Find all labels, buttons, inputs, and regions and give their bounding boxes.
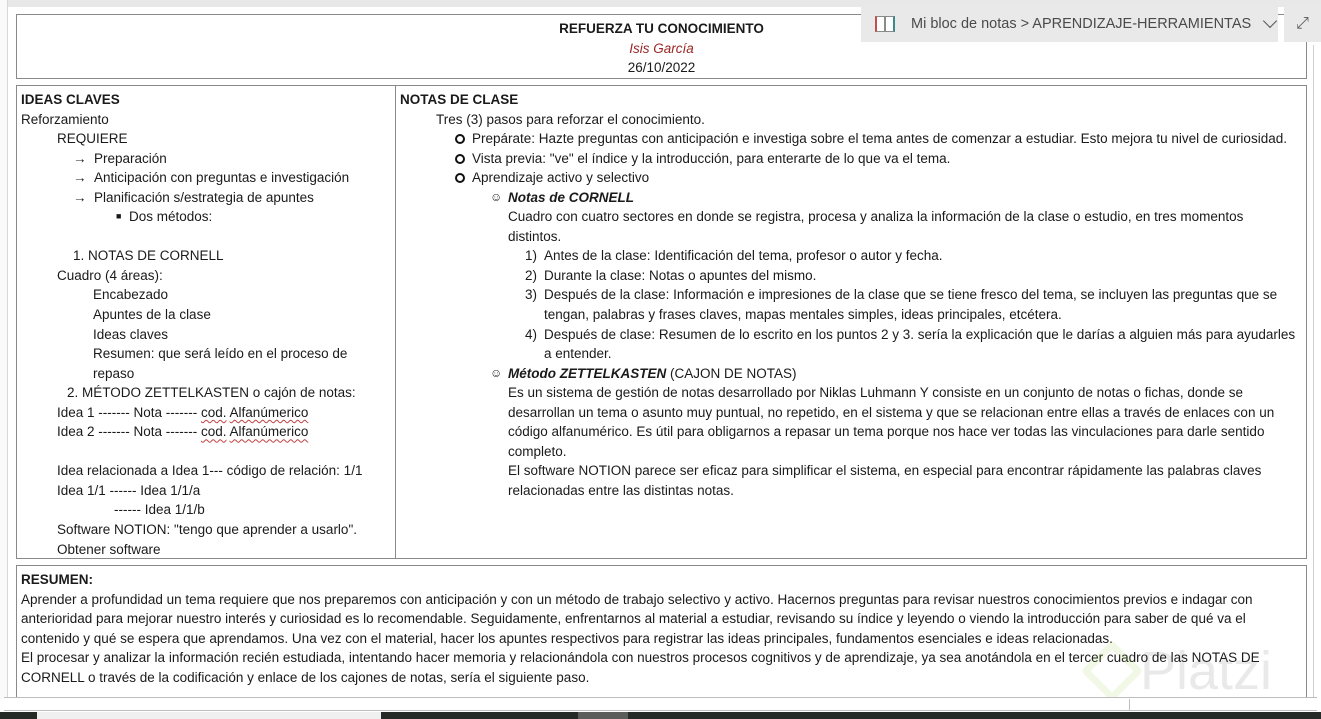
area-item: Apuntes de la clase: [93, 307, 211, 323]
idea-line: Idea 1 ------- Nota ------- cod. Alfanúmerico: [57, 404, 309, 420]
cuadro-label: Cuadro (4 áreas):: [57, 267, 163, 283]
arrow-icon: →: [73, 189, 87, 205]
idea-1-1b: ------ Idea 1/1/b: [114, 502, 205, 518]
cornell-step: 3) Después de la clase: Información e impresiones de la clase que se tiene fresco del tema, se incluyen las preguntas que se tengan, palabras y frases claves, mapas mentales simples, ideas principales, etcétera.: [525, 287, 1278, 323]
chevron-down-icon[interactable]: [1263, 14, 1277, 28]
summary-box[interactable]: [16, 565, 1307, 700]
arrow-icon: →: [73, 150, 87, 166]
bullet-item: Prepárate: Hazte preguntas con anticipación e investiga sobre el tema antes de comenzar a estudiar. Esto mejora tu nivel de curiosidad.: [400, 129, 1306, 149]
cornell-desc: Cuadro con cuatro sectores en donde se registra, procesa y analiza la información de la clase o estudio, en tres momentos distintos.: [508, 209, 1244, 244]
scrollbar-thumb[interactable]: [8, 699, 1130, 710]
vertical-scrollbar[interactable]: [1313, 45, 1321, 700]
notebook-breadcrumb[interactable]: [861, 6, 1278, 42]
cornell-step: 2) Durante la clase: Notas o apuntes del mismo.: [525, 267, 817, 283]
taskbar-item[interactable]: [578, 712, 628, 719]
notebook-icon: [875, 16, 897, 33]
expand-icon: ⤢: [1296, 15, 1309, 32]
horizontal-scrollbar[interactable]: [4, 697, 1317, 711]
arrow-icon: →: [73, 170, 87, 186]
arrow-item: → Planificación s/estrategia de apuntes: [21, 188, 395, 208]
breadcrumb-path: Mi bloc de notas > APRENDIZAJE-HERRAMIENTAS: [911, 16, 1252, 32]
idea-1-1a: Idea 1/1 ------ Idea 1/1/a: [57, 482, 201, 498]
square-bullet-icon: ■: [116, 211, 122, 222]
ideas-requires: REQUIERE: [57, 131, 128, 147]
bullet-item: Aprendizaje activo y selectivo: [400, 168, 1306, 188]
area-item: Resumen: que será leído en el proceso de: [93, 346, 348, 362]
circle-bullet-icon: [455, 149, 472, 169]
notes-column[interactable]: [396, 86, 1306, 558]
cornell-step: 4) Después de clase: Resumen de lo escrito en los puntos 2 y 3. sería la explicación que le darías a alguien más para ayudarles a entender.: [525, 326, 1296, 362]
page-title: REFUERZA TU CONOCIMIENTO: [559, 21, 764, 36]
left-gutter: [0, 0, 8, 700]
zettel-desc: Es un sistema de gestión de notas desarrollado por Niklas Luhmann Y consiste en un conjunto de notas o fichas, donde se desarrollan un tema o asunto muy puntual, no repetido, en el sistema y que se relacionan entre ellas a través de enlaces con un código alfanumérico. Es útil para obligarnos a repasar un tema porque nos hace ver todas las vinculaciones para darle sentido completo.: [508, 385, 1275, 459]
ideas-heading: IDEAS CLAVES: [21, 92, 120, 107]
ideas-column[interactable]: [17, 86, 396, 558]
circle-bullet-icon: [455, 129, 472, 149]
cornell-title-row: [400, 188, 1306, 208]
cornell-step: 1) Antes de la clase: Identificación del tema, profesor o autor y fecha.: [525, 248, 943, 264]
notes-table: [16, 85, 1307, 559]
area-item: Encabezado: [93, 287, 169, 303]
bullet-item: Vista previa: "ve" el índice y la introducción, para enterarte de lo que va el tema.: [400, 149, 1306, 169]
zettel-notion: El software NOTION parece ser eficaz para simplificar el sistema, en especial para encontrar rápidamente las palabras claves relacionadas entre las distintas notas.: [508, 463, 1262, 498]
obtain-software: Obtener software: [57, 541, 161, 557]
summary-heading: RESUMEN:: [21, 572, 94, 587]
taskbar-item[interactable]: [37, 712, 381, 719]
zettel-title-row: ☺ Método ZETTELKASTEN (CAJON DE NOTAS): [400, 364, 1306, 384]
idea-line: Idea 2 ------- Nota ------- cod. Alfanúmerico: [57, 424, 309, 440]
ideas-topic: Reforzamiento: [21, 111, 109, 127]
author: Isis García: [629, 40, 694, 56]
arrow-item: → Anticipación con preguntas e investigación: [21, 168, 395, 188]
summary-paragraph: El procesar y analizar la información recién estudiada, intentando hacer memoria y relacionándola con nuestros procesos cognitivos y de aprendizaje, ya sea anotándola en el tercer cuadro de las NOTAS DE CORNELL o través de la codificación y enlace de los cajones de notas, sería el siguiente paso.: [21, 650, 1260, 685]
smiley-icon: ☺: [490, 189, 503, 204]
area-item: repaso: [93, 365, 135, 381]
summary-paragraph: Aprender a profundidad un tema requiere que nos preparemos con anticipación y con un método de trabajo selectivo y activo. Hacernos preguntas para revisar nuestros conocimientos previos e indagar con anterioridad para mejorar nuestro interés y curiosidad es lo recomendable. Seguidamente, enfrentarnos al material a estudiar, revisando su índice y leyendo o viendo la introducción para saber de qué va el contenido y qué se espera que aprendamos. Una vez con el material, hacer los apuntes respectivos para registrar las ideas principales, fundamentos esenciales e ideas relacionadas.: [21, 591, 1253, 646]
method-1: 1. NOTAS DE CORNELL: [73, 248, 224, 264]
software-note: Software NOTION: "tengo que aprender a usarlo".: [57, 522, 357, 538]
related-idea: Idea relacionada a Idea 1--- código de relación: 1/1: [57, 463, 363, 479]
platzi-watermark: Platzi: [1090, 640, 1272, 702]
date: 26/10/2022: [627, 60, 696, 75]
taskbar: [0, 712, 1321, 719]
circle-bullet-icon: [455, 168, 472, 188]
method-2: 2. MÉTODO ZETTELKASTEN o cajón de notas:: [67, 385, 356, 401]
expand-button[interactable]: [1284, 6, 1321, 42]
arrow-item: → Preparación: [21, 149, 395, 169]
smiley-icon: ☺: [490, 365, 503, 380]
square-bullet-item: ■ Dos métodos:: [21, 207, 395, 227]
notes-heading: NOTAS DE CLASE: [400, 92, 519, 107]
cornell-title: Notas de CORNELL: [508, 189, 635, 205]
zettel-title: Método ZETTELKASTEN: [508, 365, 667, 381]
notes-intro: Tres (3) pasos para reforzar el conocimiento.: [436, 111, 705, 127]
area-item: Ideas claves: [93, 326, 169, 342]
